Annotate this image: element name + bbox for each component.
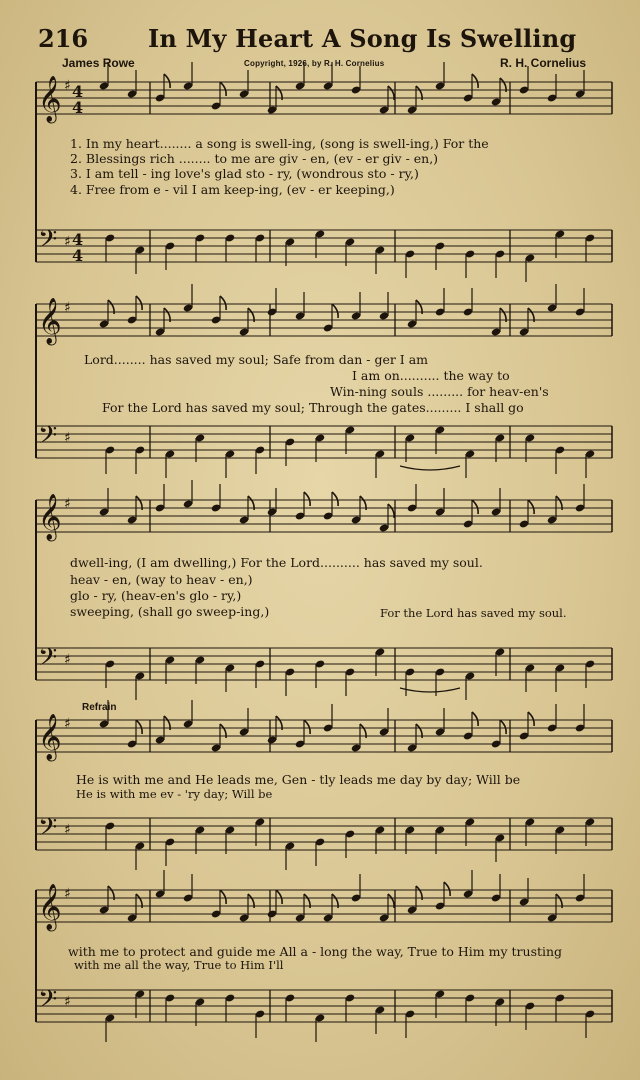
note-flag [164, 74, 170, 88]
note-flag [444, 882, 450, 896]
lyric-verse-4: 4. Free from e - vil I am keep-ing, (ev - er keeping,) [70, 182, 395, 197]
lyric-line-3-v1: dwell-ing, (I am dwelling,) For the Lord.......... has saved my soul. [70, 555, 483, 570]
slur [400, 466, 460, 470]
lyric-line-bass: For the Lord has saved my soul; Through the gates......... I shall go [102, 400, 524, 415]
lyric-line-3-v4: sweeping, (shall go sweep-ing,) [70, 604, 270, 619]
lyric-line-3-v3: glo - ry, (heav-en's glo - ry,) [70, 588, 242, 603]
treble-clef-icon: 𝄞 [38, 714, 62, 760]
treble-clef-icon: 𝄞 [38, 298, 62, 344]
note-flag [304, 720, 310, 734]
note-flag [472, 712, 478, 726]
note-flag [220, 82, 226, 96]
lyric-verse-2: 2. Blessings rich ........ to me are giv - en, (ev - er giv - en,) [70, 151, 439, 166]
note-flag [332, 304, 338, 318]
sharp-key-signature-icon: ♯ [64, 78, 71, 94]
note-flag [528, 500, 534, 514]
treble-clef-icon: 𝄞 [38, 76, 62, 122]
bass-clef-icon: 𝄢 [38, 813, 58, 848]
refrain-lyric-2: with me to protect and guide me All a - long the way, True to Him my trusting [68, 944, 563, 959]
sharp-key-signature-icon: ♯ [64, 994, 71, 1010]
lyric-verse-1: 1. In my heart........ a song is swell-ing, (song is swell-ing,) For the [70, 136, 489, 151]
note-flag [472, 500, 478, 514]
hymn-title: In My Heart A Song Is Swelling [148, 24, 577, 53]
note-flag [276, 890, 282, 904]
sharp-key-signature-icon: ♯ [64, 234, 71, 250]
bass-clef-icon: 𝄢 [38, 985, 58, 1020]
refrain-lyric-2-bass: with me all the way, True to Him I'll [74, 958, 284, 972]
hymn-number: 216 [38, 24, 89, 53]
copyright-notice: Copyright, 1926, by R. H. Cornelius [244, 59, 385, 68]
refrain-lyric-1-bass: He is with me ev - 'ry day; Will be [76, 787, 273, 801]
sharp-key-signature-icon: ♯ [64, 430, 71, 446]
bass-clef-icon: 𝄢 [38, 643, 58, 678]
note-flag [472, 74, 478, 88]
sharp-key-signature-icon: ♯ [64, 652, 71, 668]
lyric-line-3-v2: heav - en, (way to heav - en,) [70, 572, 253, 587]
lyric-line-v3: Win-ning souls ......... for heav-en's [330, 384, 549, 399]
treble-clef-icon: 𝄞 [38, 494, 62, 540]
time-signature-bottom: 4 [72, 98, 84, 117]
lyric-line-v2: I am on.......... the way to [352, 368, 510, 383]
sharp-key-signature-icon: ♯ [64, 822, 71, 838]
note-flag [136, 720, 142, 734]
composer-credit: R. H. Cornelius [500, 56, 587, 70]
sharp-key-signature-icon: ♯ [64, 496, 71, 512]
note-flag [332, 492, 338, 506]
note-flag [136, 296, 142, 310]
note-flag [528, 712, 534, 726]
time-signature-bottom: 4 [72, 246, 84, 265]
bass-clef-icon: 𝄢 [38, 421, 58, 456]
slur [400, 688, 460, 692]
refrain-label: Refrain [82, 702, 117, 713]
note-flag [220, 296, 226, 310]
time-signature-top: 4 [72, 82, 84, 101]
author-credit: James Rowe [62, 56, 135, 70]
sharp-key-signature-icon: ♯ [64, 886, 71, 902]
lyric-line-3-bass: For the Lord has saved my soul. [380, 606, 567, 620]
note-flag [500, 720, 506, 734]
lyric-verse-3: 3. I am tell - ing love's glad sto - ry, (wondrous sto - ry,) [70, 166, 419, 181]
sharp-key-signature-icon: ♯ [64, 716, 71, 732]
note-flag [304, 492, 310, 506]
sharp-key-signature-icon: ♯ [64, 300, 71, 316]
lyric-line-lord: Lord........ has saved my soul; Safe from dan - ger I am [84, 352, 429, 367]
bass-clef-icon: 𝄢 [38, 225, 58, 260]
treble-clef-icon: 𝄞 [38, 884, 62, 930]
refrain-lyric-1: He is with me and He leads me, Gen - tly leads me day by day; Will be [76, 772, 521, 787]
note-flag [220, 890, 226, 904]
time-signature-top: 4 [72, 230, 84, 249]
